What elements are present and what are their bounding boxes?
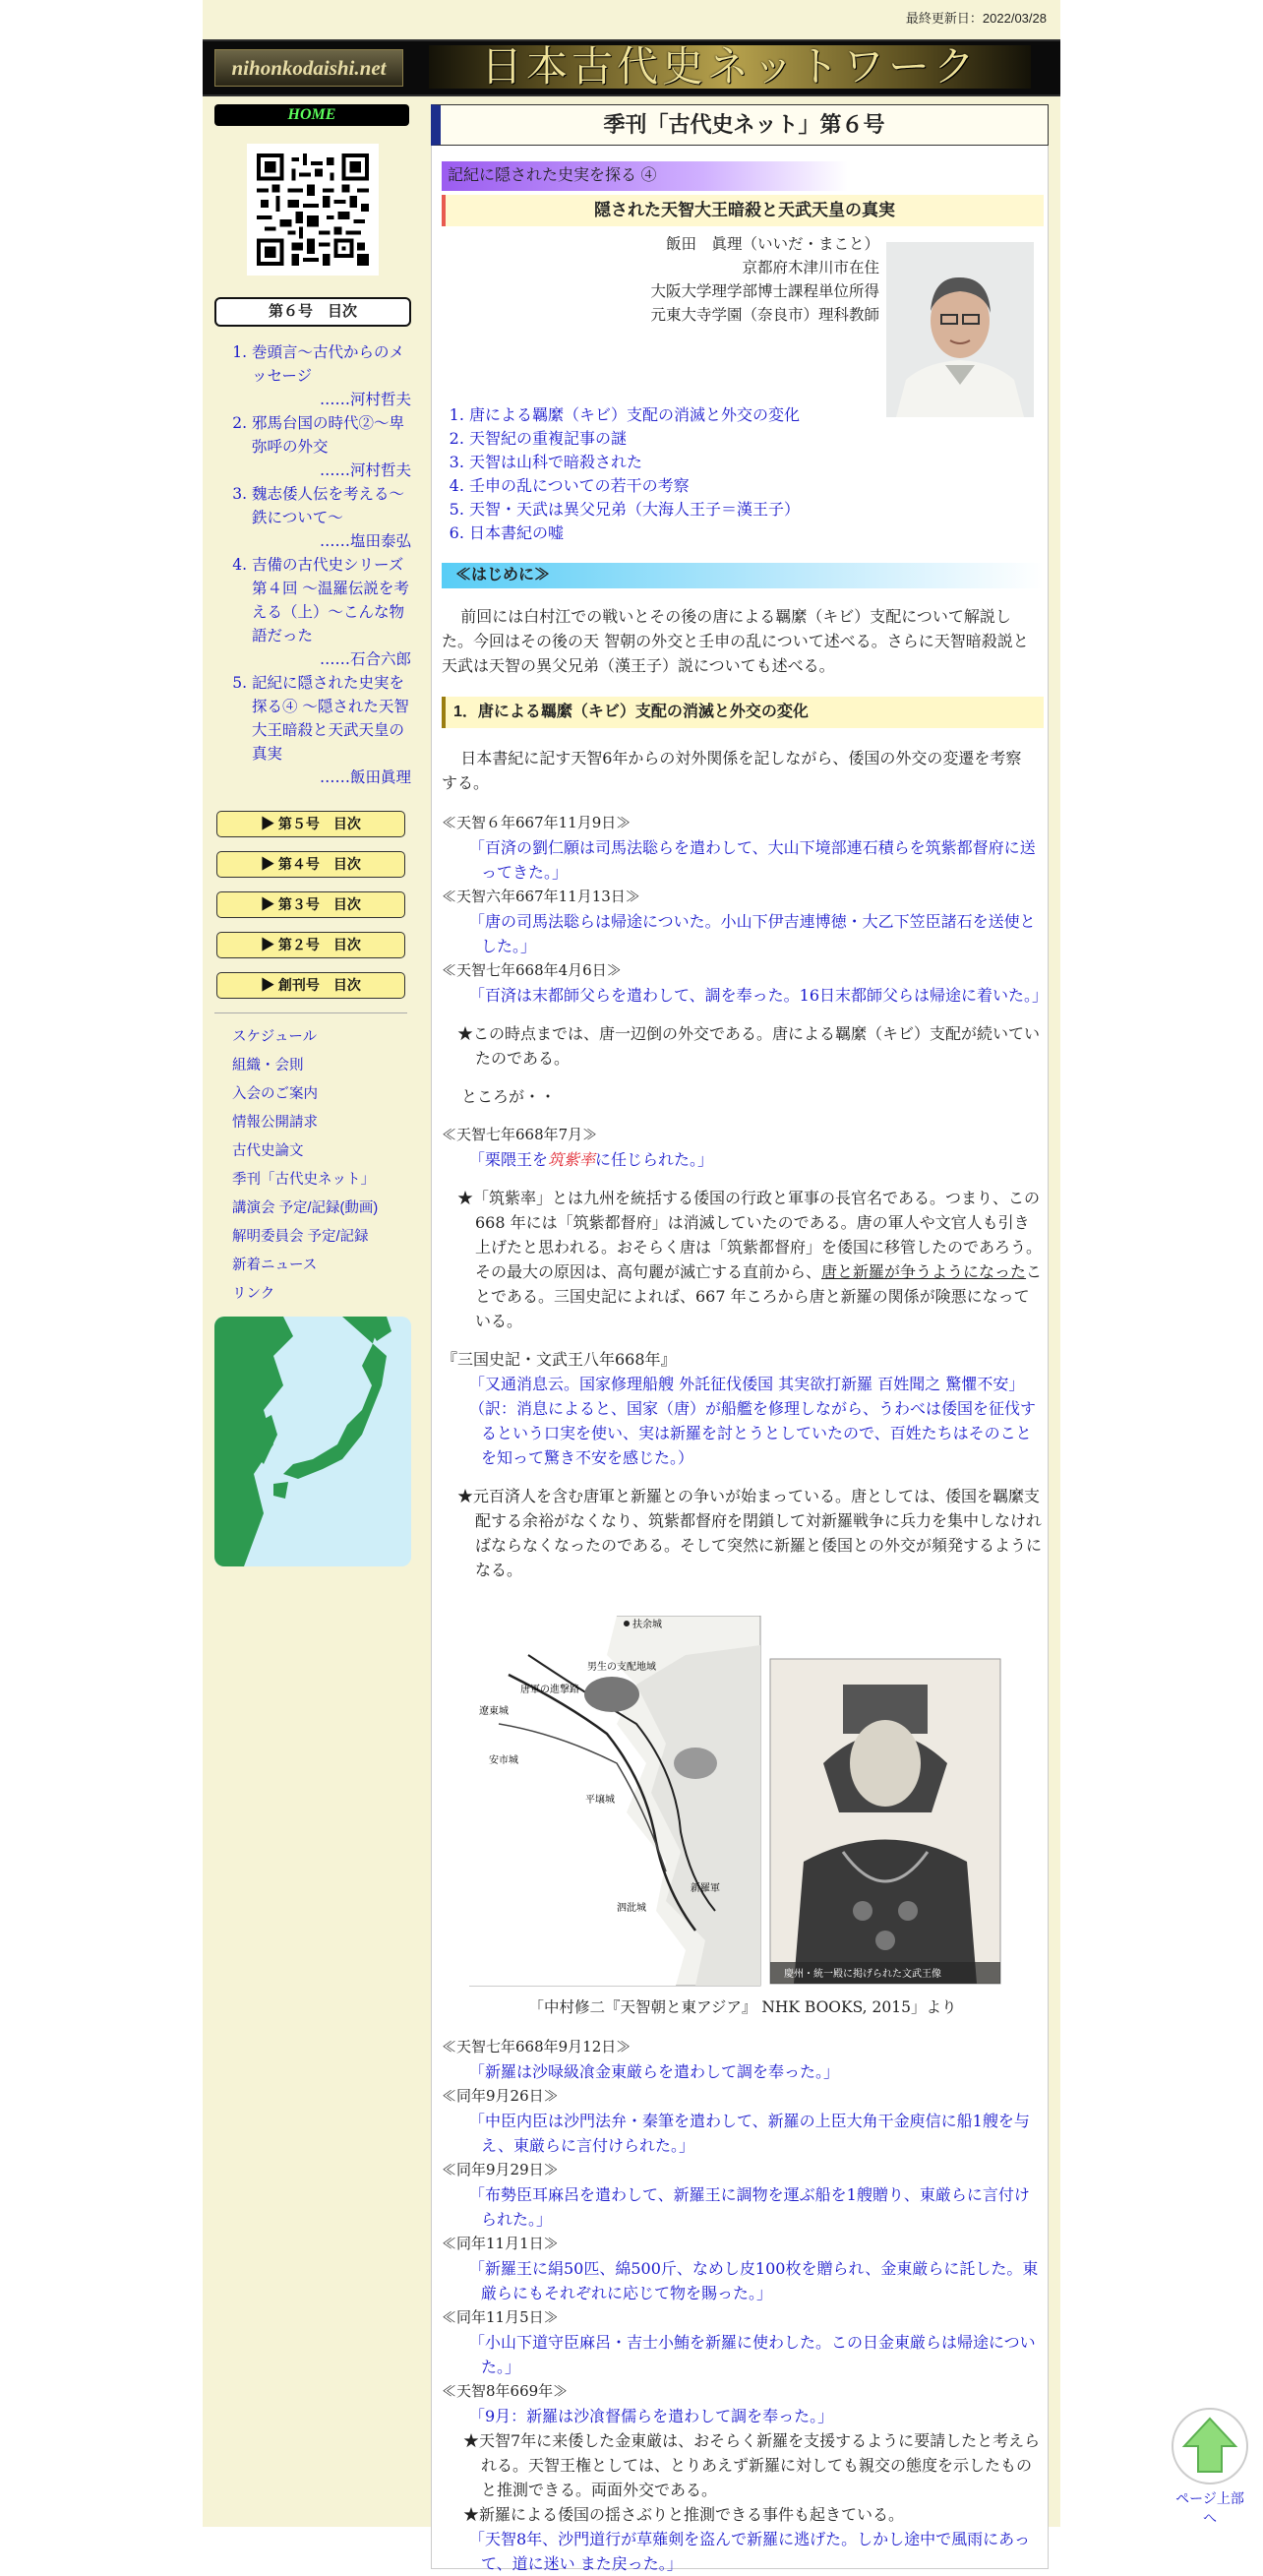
link-papers[interactable]: 古代史論文 [232,1143,304,1159]
toc-item-title[interactable]: 魏志倭人伝を考える～鉄について～ [252,485,405,526]
entry-date: ≪天智七年668年4月6日≫ [442,961,622,979]
note: ★元百済人を含む唐軍と新羅との争いが始まっている。唐としては、倭国を羈縻支配する余裕がなくなり、筑紫都督府を閉鎖して対新羅戦争に兵力を集中しなければならなくなったのである。そして突然に新羅と倭国との外交が頻発するようになる。 [457,1487,1043,1579]
article-subtitle: 隠された天智大王暗殺と天武天皇の真実 [442,195,1044,226]
sidebar-links [214,1023,411,1309]
note: ★この時点までは、唐一辺倒の外交である。唐による羈縻（キビ）支配が続いていたのである。 [457,1024,1041,1068]
link-organization[interactable]: 組織・会則 [232,1058,304,1073]
chapter-link[interactable]: 3. 天智は山科で暗殺された [469,451,800,474]
portrait-caption: 慶州・統一殿に掲げられた文武王像 [784,1969,941,1980]
entry-date: ≪天智六年667年11月13日≫ [442,888,640,905]
toc-item-title[interactable]: 吉備の古代史シリーズ第４回 ～温羅伝説を考える（上）～こんな物語だった [252,556,409,644]
link-news[interactable]: 新着ニュース [232,1257,318,1273]
issue-4-button[interactable]: ▶ 第４号 目次 [216,851,405,878]
entry-date: ≪同年11月5日≫ [442,2308,559,2326]
toc-title: 第６号 目次 [214,297,411,327]
entry-quote [442,1147,1044,1172]
entry-date: ≪天智七年668年9月12日≫ [442,2038,632,2055]
main-content [431,104,1049,2573]
site-logo[interactable]: nihonkodaishi.net [214,49,403,87]
entry-quote: 「小山下道守臣麻呂・吉士小鮪を新羅に使わした。この日金東厳らは帰途についた。」 [469,2333,1036,2376]
issue-3-button[interactable]: ▶ 第３号 目次 [216,891,405,918]
issue-1-button[interactable]: ▶ 創刊号 目次 [216,972,405,999]
entry-quote: 「天智8年、沙門道行が草薙剣を盗んで新羅に逃げた。しかし途中で風雨にあって、道に迷い また戻った。」 [469,2530,1031,2573]
link-lectures[interactable]: 講演会 予定/記録(動画) [232,1200,379,1216]
chapter-link[interactable]: 2. 天智紀の重複記事の謎 [469,427,800,451]
author-residence: 京都府木津川市在住 [742,259,879,276]
site-title: 日本古代史ネットワーク [429,45,1031,89]
author-career: 元東大寺学園（奈良市）理科教師 [650,306,879,324]
link-join[interactable]: 入会のご案内 [232,1086,318,1102]
map-label: 安市城 [489,1755,518,1766]
toc-item-author: ……塩田泰弘 [319,532,411,550]
last-updated: 最終更新日：2022/03/28 [905,11,1047,26]
issue-toc [214,340,411,789]
toc-item[interactable] [252,671,411,789]
note: ★天智7年に来倭した金東厳は、おそらく新羅を支援するように要請したと考えられる。天智王権としては、とりあえず新羅に対しても親交の態度を示したものと推測できる。両面外交である。 [463,2431,1041,2499]
link-quarterly[interactable]: 季刊「古代史ネット」 [232,1172,375,1188]
up-arrow-icon [1171,2407,1249,2485]
quote-text: 「栗隈王を [469,1150,549,1169]
map-label: 遼東城 [479,1706,509,1717]
entry-date: ≪同年11月1日≫ [442,2235,559,2252]
entry-quote: 「新羅は沙㖨級飡金東厳らを遣わして調を奉った。」 [469,2062,840,2081]
source-heading: 『三国史記・文武王八年668年』 [442,1350,677,1369]
intro-heading: ≪はじめに≫ [442,563,1044,588]
section-1-intro: 日本書紀に記す天智6年からの対外関係を記しながら、倭国の外交の変遷を考察する。 [442,749,1022,792]
source-translation: （訳：消息によると、国家（唐）が船艦を修理しながら、うわべは倭国を征伐するという口実を使い、実は新羅を討とうとしていたので、百姓たちはそのことを知って驚き不安を感じた。） [469,1399,1037,1467]
source-quote: 「又通消息云。国家修理船艘 外託征伐倭国 其実欲打新羅 百姓聞之 驚懼不安」 [469,1375,1025,1393]
home-button[interactable]: HOME [214,104,409,126]
issue-2-button[interactable]: ▶ 第２号 目次 [216,932,405,958]
note: ★新羅による倭国の揺さぶりと推測できる事件も起きている。 [463,2505,905,2524]
note-text: ことである。三国史記によれば、667 年ころから唐と新羅の関係が険悪になっている。 [475,1262,1043,1330]
note-text: ★「筑紫率」とは九州を統括する倭国の行政と軍事の長官名である。つまり、この 668 年には「筑紫都督府」は消滅していたのである。唐の軍人や文官人も引き上げたと思われる。おそらく唐は「筑紫都督府」を倭国に移管したのであろう。その最大の原因は、高句麗が滅亡する直前から、 [457,1189,1043,1281]
toc-item[interactable] [252,553,411,671]
toc-item-title[interactable]: 記紀に隠された史実を探る④ ～隠された天智大王暗殺と天武天皇の真実 [252,674,409,763]
link-committee[interactable]: 解明委員会 予定/記録 [232,1229,369,1245]
quote-text: に任じられた。」 [595,1150,714,1169]
series-label: 記紀に隠された史実を探る ④ [442,161,1022,191]
toc-item[interactable] [252,482,411,553]
note-underline: 唐と新羅が争うようになった [821,1262,1027,1281]
note [442,1186,1044,1333]
toc-item-title[interactable]: 巻頭言～古代からのメッセージ [252,343,405,385]
figure-caption: 「中村修二『天智朝と東アジア』 NHK BOOKS, 2015」より [528,1998,957,2016]
entry-date: ≪天智七年668年7月≫ [442,1126,598,1143]
toc-item[interactable] [252,411,411,482]
map-label: 唐軍の進撃路 [520,1685,579,1695]
link-disclosure[interactable]: 情報公開請求 [232,1115,318,1131]
author-name: 飯田 眞理（いいだ・まこと） [665,235,879,253]
section-1-heading: 1．唐による羈縻（キビ）支配の消滅と外交の変化 [442,697,1044,728]
page-top-label[interactable]: ページ上部へ [1175,2490,1244,2526]
page-container [203,0,1060,2573]
author-photo [886,242,1034,417]
entries-block-1 [442,811,1049,1582]
intro-paragraph: 前回には白村江での戦いとその後の唐による羈縻（キビ）支配について解説した。今回はその後の天 智朝の外交と壬申の乱について述べる。さらに天智暗殺説と天武は天智の異父兄弟（漢王子）説についても述べる。 [442,607,1029,675]
toc-item-title[interactable]: 邪馬台国の時代②～卑弥呼の外交 [252,414,405,456]
entry-quote: 「中臣内臣は沙門法弁・秦筆を遣わして、新羅の上臣大角干金庾信に船1艘を与え、東厳らに言付けられた。」 [469,2112,1030,2155]
author-info [599,232,879,327]
entry-quote: 「百済の劉仁願は司馬法聡らを遣わして、大山下境部連石積らを筑紫都督府に送ってきた。」 [469,838,1036,882]
issue-5-button[interactable]: ▶ 第５号 目次 [216,811,405,837]
page-title: 季刊「古代史ネット」第６号 [431,104,1049,146]
toc-item-author: ……飯田眞理 [319,768,411,786]
article [431,146,1049,2573]
toc-item-author: ……河村哲夫 [319,461,411,479]
entry-quote: 「百済は末都師父らを遣わして、調を奉った。16日末都師父らは帰途に着いた。」 [469,986,1049,1005]
toc-item-author: ……河村哲夫 [319,391,411,408]
map-label: 扶余城 [632,1620,662,1630]
entry-date: ≪同年9月29日≫ [442,2161,559,2178]
site-banner [203,39,1060,96]
back-issues [214,811,411,999]
entry-date: ≪天智６年667年11月9日≫ [442,814,632,831]
entry-quote: 「布勢臣耳麻呂を遣わして、新羅王に調物を運ぶ船を1艘贈り、東厳らに言付けられた。」 [469,2185,1030,2229]
sidebar [214,104,411,1309]
entry-quote: 「9月：新羅は沙飡督儒らを遣わして調を奉った。」 [469,2407,834,2425]
author-degree: 大阪大学理学部博士課程単位所得 [650,282,879,300]
entry-date: ≪天智8年669年≫ [442,2382,569,2400]
map-label: 泗沘城 [617,1903,646,1914]
link-schedule[interactable]: スケジュール [232,1029,318,1045]
qr-code-icon [247,144,379,276]
divider [214,1012,407,1013]
transition-text: ところが・・ [461,1087,557,1106]
map-label: 新羅軍 [691,1883,720,1894]
chapter-link[interactable]: 4. 壬申の乱についての若干の考察 [469,474,800,498]
map-label: 男生の支配地域 [587,1662,656,1673]
chapter-link[interactable]: 6. 日本書紀の嘘 [469,521,800,545]
quote-highlight: 筑紫率 [548,1150,596,1169]
entry-quote: 「唐の司馬法聡らは帰途についた。小山下伊吉連博徳・大乙下笠臣諸石を送使とした。」 [469,912,1036,955]
article-figure [469,1616,1032,1990]
toc-item-author: ……石合六郎 [319,650,411,668]
japan-map-image [214,1317,411,1566]
entry-quote: 「新羅王に絹50匹、綿500斤、なめし皮100枚を贈られ、金東厳らに託した。東厳らにもそれぞれに応じて物を賜った。」 [469,2259,1039,2302]
chapter-link[interactable]: 5. 天智・天武は異父兄弟（大海人王子＝漢王子） [469,498,800,521]
entries-block-2 [442,2035,1044,2576]
chapter-link[interactable]: 1. 唐による羈縻（キビ）支配の消滅と外交の変化 [469,403,800,427]
link-links[interactable]: リンク [232,1286,275,1302]
entry-date: ≪同年9月26日≫ [442,2087,559,2105]
map-label: 平壌城 [585,1795,615,1806]
page-top-button[interactable] [1171,2407,1249,2526]
toc-item[interactable] [252,340,411,411]
chapter-list [442,403,800,545]
